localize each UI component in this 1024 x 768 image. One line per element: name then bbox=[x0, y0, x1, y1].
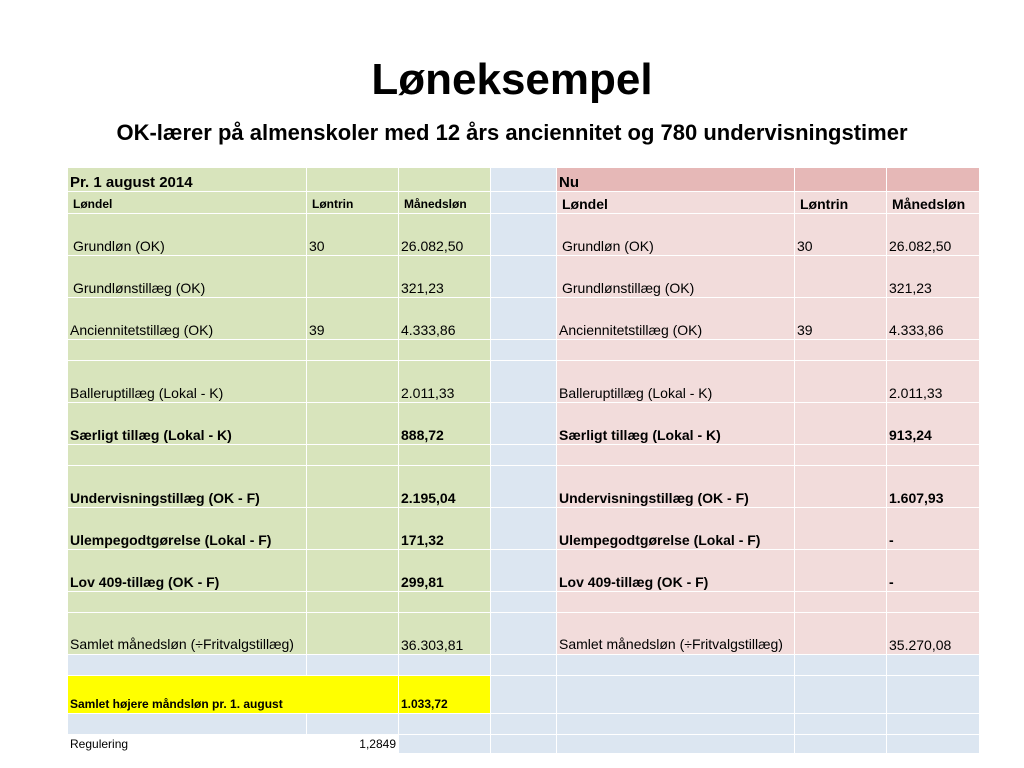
right-part: Undervisningstillæg (OK - F) bbox=[557, 466, 795, 508]
right-part: Grundløn (OK) bbox=[557, 214, 795, 256]
left-part: Grundløn (OK) bbox=[68, 214, 307, 256]
right-part: Balleruptillæg (Lokal - K) bbox=[557, 361, 795, 403]
left-part: Balleruptillæg (Lokal - K) bbox=[68, 361, 307, 403]
table-row bbox=[68, 298, 980, 340]
column-header-row bbox=[68, 192, 980, 214]
empty-row bbox=[68, 655, 980, 676]
right-step bbox=[795, 508, 887, 550]
right-step: 30 bbox=[795, 214, 887, 256]
left-monthly: 171,32 bbox=[399, 508, 491, 550]
empty-row bbox=[68, 714, 980, 735]
salary-comparison-table bbox=[67, 167, 980, 754]
difference-row bbox=[68, 676, 980, 714]
right-monthly: 321,23 bbox=[887, 256, 980, 298]
left-step bbox=[307, 550, 399, 592]
left-part: Undervisningstillæg (OK - F) bbox=[68, 466, 307, 508]
right-monthly: - bbox=[887, 508, 980, 550]
right-part: Særligt tillæg (Lokal - K) bbox=[557, 403, 795, 445]
left-header: Pr. 1 august 2014 bbox=[68, 168, 307, 192]
right-monthly: 2.011,33 bbox=[887, 361, 980, 403]
right-part: Lov 409-tillæg (OK - F) bbox=[557, 550, 795, 592]
left-part: Grundlønstillæg (OK) bbox=[68, 256, 307, 298]
left-step bbox=[307, 361, 399, 403]
right-col-step: Løntrin bbox=[795, 192, 887, 214]
right-monthly: 913,24 bbox=[887, 403, 980, 445]
table-header-row bbox=[68, 168, 980, 192]
table-row bbox=[68, 361, 980, 403]
left-col-part: Løndel bbox=[68, 192, 307, 214]
left-col-monthly: Månedsløn bbox=[399, 192, 491, 214]
right-step bbox=[795, 361, 887, 403]
right-step bbox=[795, 403, 887, 445]
left-monthly: 26.082,50 bbox=[399, 214, 491, 256]
table-row bbox=[68, 550, 980, 592]
left-total-label: Samlet månedsløn (÷Fritvalgstillæg) bbox=[68, 613, 307, 655]
right-col-part: Løndel bbox=[557, 192, 795, 214]
table-row bbox=[68, 214, 980, 256]
right-step bbox=[795, 550, 887, 592]
left-monthly: 299,81 bbox=[399, 550, 491, 592]
left-col-step: Løntrin bbox=[307, 192, 399, 214]
table-row bbox=[68, 466, 980, 508]
right-header: Nu bbox=[557, 168, 795, 192]
right-monthly: 1.607,93 bbox=[887, 466, 980, 508]
empty-row bbox=[68, 592, 980, 613]
table-row bbox=[68, 508, 980, 550]
table-row bbox=[68, 256, 980, 298]
left-part: Lov 409-tillæg (OK - F) bbox=[68, 550, 307, 592]
difference-value: 1.033,72 bbox=[399, 676, 491, 714]
total-row bbox=[68, 613, 980, 655]
right-step bbox=[795, 256, 887, 298]
regulation-row bbox=[68, 735, 980, 754]
slide-subtitle: OK-lærer på almenskoler med 12 års anciennitet og 780 undervisningstimer bbox=[116, 120, 908, 145]
left-part: Anciennitetstillæg (OK) bbox=[68, 298, 307, 340]
empty-row bbox=[68, 340, 980, 361]
left-monthly: 2.011,33 bbox=[399, 361, 491, 403]
right-monthly: - bbox=[887, 550, 980, 592]
left-monthly: 4.333,86 bbox=[399, 298, 491, 340]
table-row bbox=[68, 403, 980, 445]
left-step bbox=[307, 508, 399, 550]
right-total-value: 35.270,08 bbox=[887, 613, 980, 655]
right-part: Grundlønstillæg (OK) bbox=[557, 256, 795, 298]
regulation-label: Regulering bbox=[68, 735, 307, 754]
left-part: Særligt tillæg (Lokal - K) bbox=[68, 403, 307, 445]
left-total-value: 36.303,81 bbox=[399, 613, 491, 655]
right-part: Ulempegodtgørelse (Lokal - F) bbox=[557, 508, 795, 550]
right-monthly: 26.082,50 bbox=[887, 214, 980, 256]
left-monthly: 2.195,04 bbox=[399, 466, 491, 508]
right-col-monthly: Månedsløn bbox=[887, 192, 980, 214]
regulation-value: 1,2849 bbox=[307, 735, 399, 754]
right-total-label: Samlet månedsløn (÷Fritvalgstillæg) bbox=[557, 613, 795, 655]
left-step bbox=[307, 403, 399, 445]
left-monthly: 888,72 bbox=[399, 403, 491, 445]
right-step: 39 bbox=[795, 298, 887, 340]
left-monthly: 321,23 bbox=[399, 256, 491, 298]
right-part: Anciennitetstillæg (OK) bbox=[557, 298, 795, 340]
left-step bbox=[307, 256, 399, 298]
left-part: Ulempegodtgørelse (Lokal - F) bbox=[68, 508, 307, 550]
left-step bbox=[307, 466, 399, 508]
empty-row bbox=[68, 445, 980, 466]
left-step: 39 bbox=[307, 298, 399, 340]
difference-label: Samlet højere måndsløn pr. 1. august bbox=[68, 676, 399, 714]
left-step: 30 bbox=[307, 214, 399, 256]
right-step bbox=[795, 466, 887, 508]
slide-title: Løneksempel bbox=[371, 55, 653, 104]
right-monthly: 4.333,86 bbox=[887, 298, 980, 340]
